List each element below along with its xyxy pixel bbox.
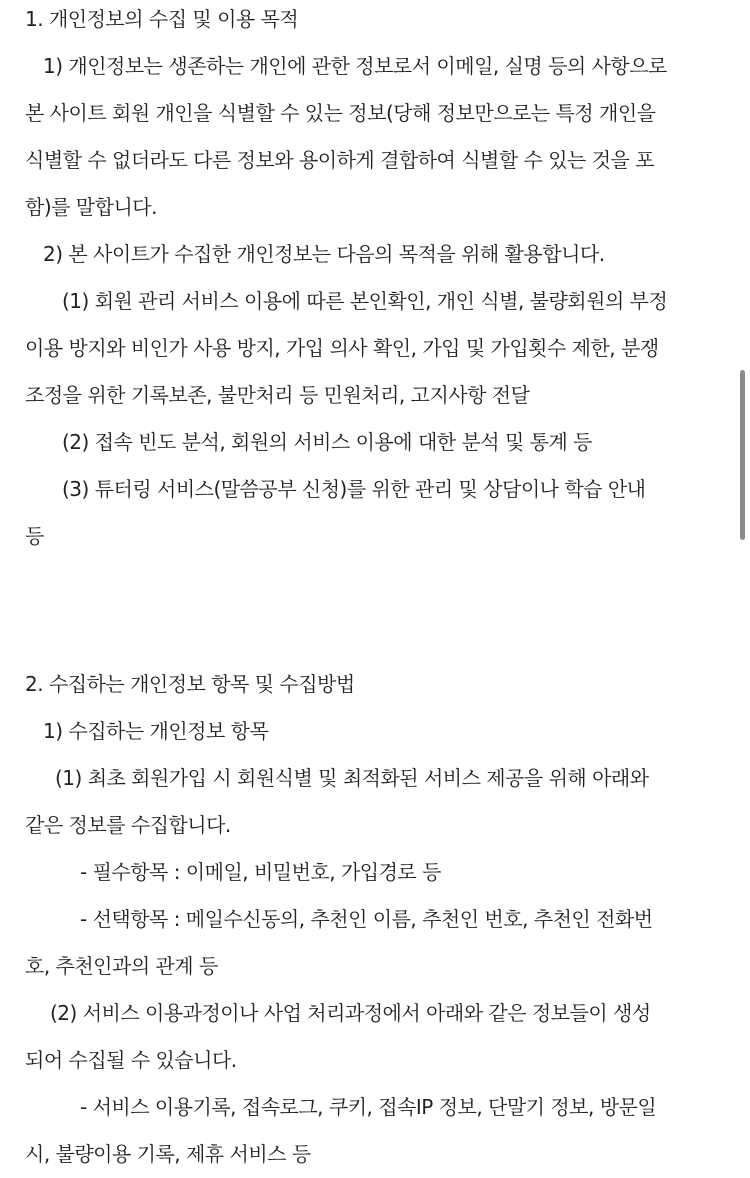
section-1-title: 1. 개인정보의 수집 및 이용 목적: [25, 7, 299, 31]
list-item-line: 되어 수집될 수 있습니다.: [25, 1048, 237, 1072]
list-item-line: (2) 서비스 이용과정이나 사업 처리과정에서 아래와 같은 정보들이 생성: [50, 1001, 651, 1025]
required-items-line: - 필수항목 : 이메일, 비밀번호, 가입경로 등: [80, 860, 441, 884]
optional-items-line: 호, 추천인과의 관계 등: [25, 954, 218, 978]
section-spacer: [25, 560, 740, 661]
list-item-line: 조정을 위한 기록보존, 불만처리 등 민원처리, 고지사항 전달: [25, 383, 530, 407]
paragraph-line: 2) 본 사이트가 수집한 개인정보는 다음의 목적을 위해 활용합니다.: [43, 242, 605, 266]
auto-collected-line: - 서비스 이용기록, 접속로그, 쿠키, 접속IP 정보, 단말기 정보, 방문일: [80, 1095, 657, 1119]
paragraph-line: 함)를 말합니다.: [25, 195, 157, 219]
paragraph-line: 1) 개인정보는 생존하는 개인에 관한 정보로서 이메일, 실명 등의 사항으로: [43, 54, 667, 78]
list-item-line: 같은 정보를 수집합니다.: [25, 813, 231, 837]
list-item-line: (2) 접속 빈도 분석, 회원의 서비스 이용에 대한 분석 및 통계 등: [62, 430, 592, 454]
scrollbar-thumb[interactable]: [740, 370, 745, 540]
auto-collected-line: 시, 불량이용 기록, 제휴 서비스 등: [25, 1142, 311, 1166]
optional-items-line: - 선택항목 : 메일수신동의, 추천인 이름, 추천인 번호, 추천인 전화번: [80, 907, 653, 931]
list-item-line: 이용 방지와 비인가 사용 방지, 가입 의사 확인, 가입 및 가입횟수 제한, 분쟁: [25, 336, 659, 360]
paragraph-line: 식별할 수 없더라도 다른 정보와 용이하게 결합하여 식별할 수 있는 것을 포: [25, 148, 655, 172]
paragraph-line: 본 사이트 회원 개인을 식별할 수 있는 정보(당해 정보만으로는 특정 개인을: [25, 101, 656, 125]
list-item-line: 등: [25, 524, 44, 548]
section-2-title: 2. 수집하는 개인정보 항목 및 수집방법: [25, 672, 355, 696]
list-item-line: (3) 튜터링 서비스(말씀공부 신청)를 위한 관리 및 상담이나 학습 안내: [62, 477, 646, 501]
subsection-title: 1) 수집하는 개인정보 항목: [43, 719, 269, 743]
privacy-policy-document: [25, 0, 740, 1178]
list-item-line: (1) 최초 회원가입 시 회원식별 및 최적화된 서비스 제공을 위해 아래와: [55, 766, 649, 790]
list-item-line: (1) 회원 관리 서비스 이용에 따른 본인확인, 개인 식별, 불량회원의 부정: [62, 289, 668, 313]
